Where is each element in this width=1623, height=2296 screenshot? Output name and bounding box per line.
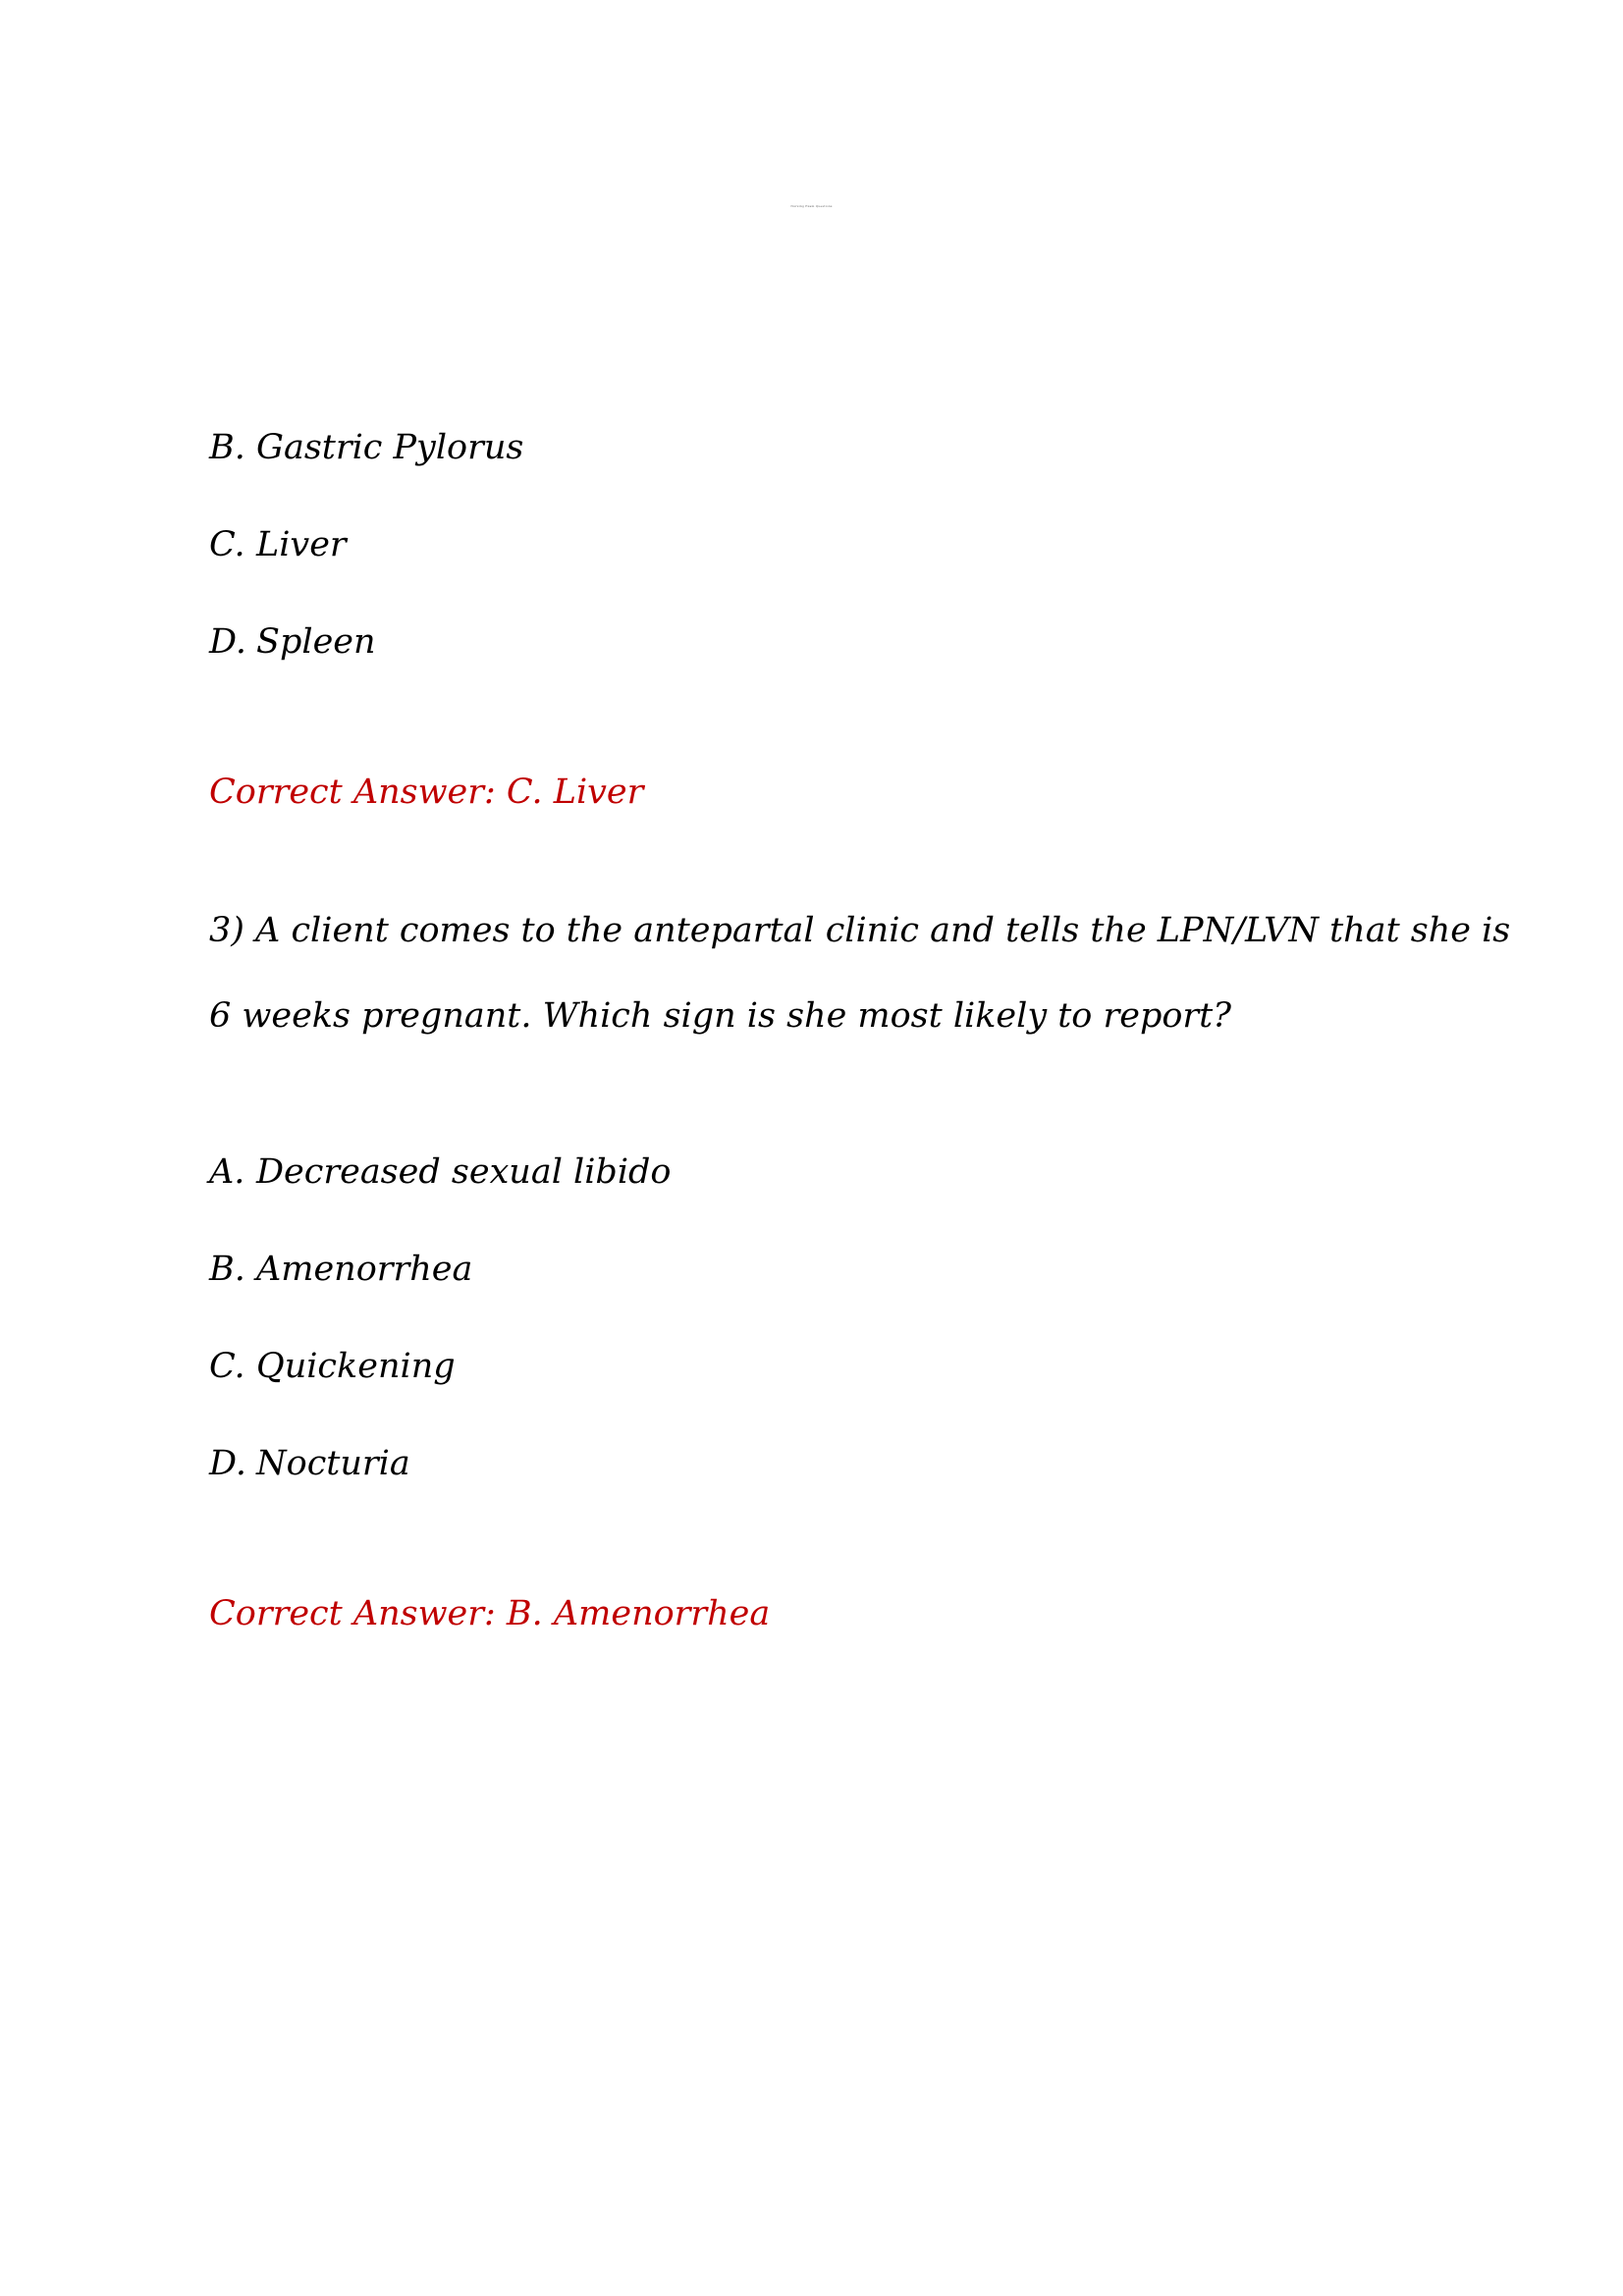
option-letter: A.	[209, 1152, 245, 1192]
option-d-prev	[209, 619, 376, 665]
option-letter: D.	[209, 1444, 246, 1483]
option-c-prev	[209, 522, 347, 567]
option-b-prev	[209, 425, 523, 470]
option-letter: D.	[209, 622, 246, 662]
option-a-q3	[209, 1149, 672, 1195]
option-letter: B.	[209, 1250, 245, 1289]
option-text: Quickening	[256, 1347, 456, 1386]
option-text: Liver	[256, 525, 347, 564]
option-text: Amenorrhea	[256, 1250, 473, 1289]
option-letter: C.	[209, 1347, 245, 1386]
correct-answer-prev: Correct Answer: C. Liver	[209, 773, 644, 812]
option-text: Spleen	[256, 622, 376, 662]
correct-answer-q3: Correct Answer: B. Amenorrhea	[209, 1594, 771, 1633]
option-letter: C.	[209, 525, 245, 564]
option-b-q3	[209, 1247, 472, 1292]
option-d-q3	[209, 1441, 410, 1486]
page-header-mark: Nursing Exam Questions	[790, 204, 833, 208]
option-text: Nocturia	[256, 1444, 410, 1483]
question-3-line-1: 3) A client comes to the antepartal clinic and tells the LPN/LVN that she is	[209, 911, 1511, 950]
question-3-line-2: 6 weeks pregnant. Which sign is she most likely to report?	[209, 996, 1231, 1036]
option-text: Decreased sexual libido	[256, 1152, 672, 1192]
option-text: Gastric Pylorus	[256, 428, 524, 467]
option-letter: B.	[209, 428, 245, 467]
option-c-q3	[209, 1344, 456, 1389]
